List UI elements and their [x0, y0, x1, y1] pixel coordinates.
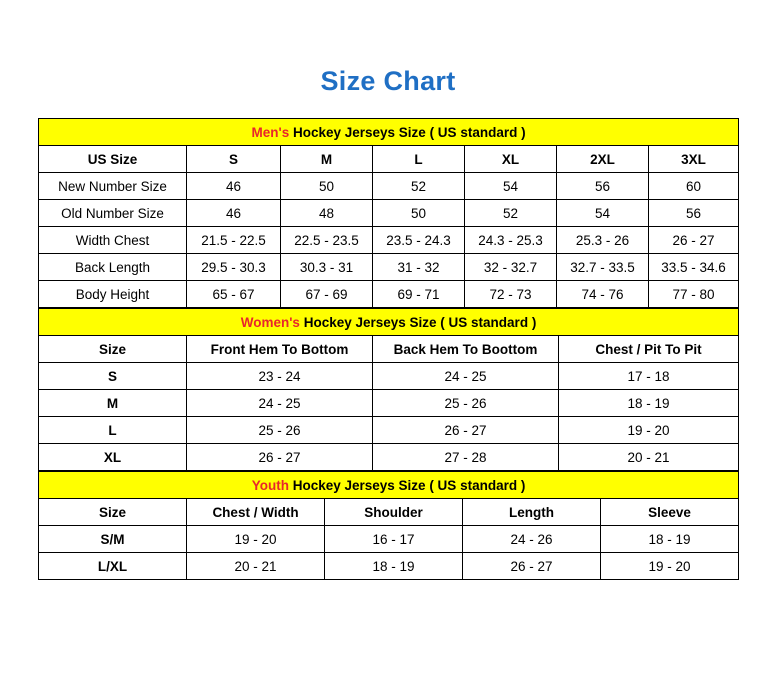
mens-section-header-accent: Men's [251, 124, 290, 140]
table-row [39, 553, 739, 580]
mens-row-0-cell-5: 60 [649, 173, 739, 200]
mens-col-6: 3XL [649, 146, 739, 173]
youth-col-2: Shoulder [325, 499, 463, 526]
womens-row-1-cell-2: 18 - 19 [559, 390, 739, 417]
youth-row-0-cell-1: 16 - 17 [325, 526, 463, 553]
youth-col-1: Chest / Width [187, 499, 325, 526]
mens-row-0-cell-0: 46 [187, 173, 281, 200]
table-row [39, 200, 739, 227]
womens-row-3-label: XL [39, 444, 187, 471]
youth-row-1-cell-2: 26 - 27 [463, 553, 601, 580]
mens-row-4-label: Body Height [39, 281, 187, 308]
mens-row-4-cell-1: 67 - 69 [281, 281, 373, 308]
womens-row-3-cell-1: 27 - 28 [373, 444, 559, 471]
youth-section-header [39, 472, 739, 499]
womens-row-0-cell-1: 24 - 25 [373, 363, 559, 390]
mens-row-1-cell-2: 50 [373, 200, 465, 227]
mens-row-4-cell-3: 72 - 73 [465, 281, 557, 308]
youth-col-0: Size [39, 499, 187, 526]
youth-row-1-cell-3: 19 - 20 [601, 553, 739, 580]
mens-row-2-label: Width Chest [39, 227, 187, 254]
mens-row-3-cell-4: 32.7 - 33.5 [557, 254, 649, 281]
womens-row-3-cell-2: 20 - 21 [559, 444, 739, 471]
womens-row-1-label: M [39, 390, 187, 417]
mens-row-4-cell-0: 65 - 67 [187, 281, 281, 308]
mens-row-1-cell-3: 52 [465, 200, 557, 227]
youth-section-header-rest: Hockey Jerseys Size ( US standard ) [288, 477, 526, 493]
womens-row-2-cell-0: 25 - 26 [187, 417, 373, 444]
mens-section-header-rest: Hockey Jerseys Size ( US standard ) [289, 124, 526, 140]
womens-section-header-rest: Hockey Jerseys Size ( US standard ) [299, 314, 537, 330]
womens-section-header [39, 309, 739, 336]
table-row [39, 173, 739, 200]
mens-row-2-cell-1: 22.5 - 23.5 [281, 227, 373, 254]
youth-size-table [38, 471, 739, 580]
page-title: Size Chart [320, 66, 456, 96]
mens-row-4-cell-2: 69 - 71 [373, 281, 465, 308]
table-header-row [39, 146, 739, 173]
mens-row-2-cell-5: 26 - 27 [649, 227, 739, 254]
womens-size-table [38, 308, 739, 471]
mens-row-0-label: New Number Size [39, 173, 187, 200]
mens-col-5: 2XL [557, 146, 649, 173]
table-row [39, 227, 739, 254]
mens-row-0-cell-3: 54 [465, 173, 557, 200]
womens-col-3: Chest / Pit To Pit [559, 336, 739, 363]
mens-col-4: XL [465, 146, 557, 173]
womens-row-0-cell-0: 23 - 24 [187, 363, 373, 390]
womens-row-2-cell-2: 19 - 20 [559, 417, 739, 444]
womens-row-1-cell-1: 25 - 26 [373, 390, 559, 417]
youth-row-1-label: L/XL [39, 553, 187, 580]
mens-row-2-cell-3: 24.3 - 25.3 [465, 227, 557, 254]
mens-row-3-cell-0: 29.5 - 30.3 [187, 254, 281, 281]
womens-row-0-cell-2: 17 - 18 [559, 363, 739, 390]
table-row [39, 390, 739, 417]
youth-row-1-cell-1: 18 - 19 [325, 553, 463, 580]
womens-row-2-label: L [39, 417, 187, 444]
table-row [39, 254, 739, 281]
mens-row-3-cell-2: 31 - 32 [373, 254, 465, 281]
youth-row-1-cell-0: 20 - 21 [187, 553, 325, 580]
mens-row-0-cell-1: 50 [281, 173, 373, 200]
mens-row-1-cell-4: 54 [557, 200, 649, 227]
mens-row-3-cell-3: 32 - 32.7 [465, 254, 557, 281]
mens-row-0-cell-4: 56 [557, 173, 649, 200]
mens-col-2: M [281, 146, 373, 173]
mens-section-header [39, 119, 739, 146]
womens-row-3-cell-0: 26 - 27 [187, 444, 373, 471]
womens-col-1: Front Hem To Bottom [187, 336, 373, 363]
mens-col-3: L [373, 146, 465, 173]
womens-section-header-accent: Women's [240, 314, 300, 330]
mens-row-2-cell-0: 21.5 - 22.5 [187, 227, 281, 254]
mens-row-1-label: Old Number Size [39, 200, 187, 227]
table-row [39, 444, 739, 471]
table-header-row [39, 336, 739, 363]
mens-size-table [38, 118, 739, 308]
mens-row-3-label: Back Length [39, 254, 187, 281]
table-header-row [39, 499, 739, 526]
youth-row-0-label: S/M [39, 526, 187, 553]
mens-row-0-cell-2: 52 [373, 173, 465, 200]
youth-col-3: Length [463, 499, 601, 526]
mens-row-1-cell-5: 56 [649, 200, 739, 227]
womens-col-0: Size [39, 336, 187, 363]
table-section-header-row [39, 472, 739, 499]
youth-row-0-cell-3: 18 - 19 [601, 526, 739, 553]
youth-col-4: Sleeve [601, 499, 739, 526]
mens-row-2-cell-2: 23.5 - 24.3 [373, 227, 465, 254]
youth-section-header-accent: Youth [251, 477, 289, 493]
youth-row-0-cell-0: 19 - 20 [187, 526, 325, 553]
mens-col-0: US Size [39, 146, 187, 173]
mens-col-1: S [187, 146, 281, 173]
womens-row-1-cell-0: 24 - 25 [187, 390, 373, 417]
mens-row-1-cell-0: 46 [187, 200, 281, 227]
table-section-header-row [39, 309, 739, 336]
table-row [39, 526, 739, 553]
womens-col-2: Back Hem To Boottom [373, 336, 559, 363]
mens-row-3-cell-5: 33.5 - 34.6 [649, 254, 739, 281]
table-row [39, 281, 739, 308]
table-row [39, 363, 739, 390]
mens-row-4-cell-5: 77 - 80 [649, 281, 739, 308]
womens-row-0-label: S [39, 363, 187, 390]
table-section-header-row [39, 119, 739, 146]
youth-row-0-cell-2: 24 - 26 [463, 526, 601, 553]
size-chart-tables [38, 118, 738, 580]
mens-row-3-cell-1: 30.3 - 31 [281, 254, 373, 281]
mens-row-2-cell-4: 25.3 - 26 [557, 227, 649, 254]
mens-row-4-cell-4: 74 - 76 [557, 281, 649, 308]
mens-row-1-cell-1: 48 [281, 200, 373, 227]
table-row [39, 417, 739, 444]
womens-row-2-cell-1: 26 - 27 [373, 417, 559, 444]
